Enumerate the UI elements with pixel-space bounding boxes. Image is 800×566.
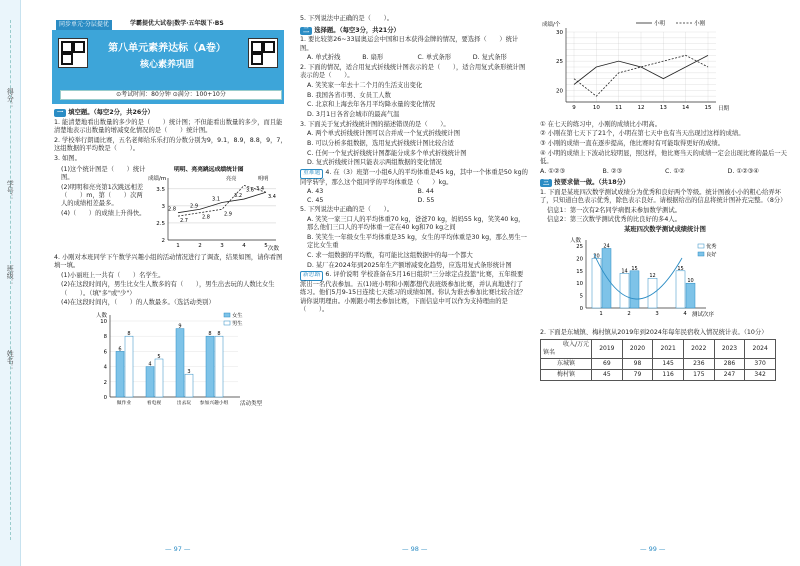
question: 3. 下面关于复式折线统计图的描述错误的是（ ）。	[300, 120, 450, 128]
page-number: — 97 —	[165, 545, 191, 553]
page-number: — 99 —	[640, 545, 666, 553]
statement: ① 在七天的练习中，小刚的成绩比小明高。	[540, 120, 661, 128]
question: 6. 评价说明 学校准备在5月16日组织"三分球定点投篮"比赛，五年级要派出一名代表参加。五(1)班小明和小刚都想代表班级参加比赛，并认真地进行了练习。他们5月9-15日连续七天练习的成绩如图。你认为谁去参加比赛比较合适？请你说明理由。小刚跟小明去参加比赛，下面信息中可以作为支持理由的是（ ）。	[300, 271, 527, 314]
x-axis-label: 测试次序	[692, 312, 715, 319]
row-label: 梅村镇	[541, 370, 592, 381]
column-header: 2022	[683, 340, 714, 359]
tick-label: 2	[161, 238, 165, 245]
sub-question: (1)小丽班上一共有（ ）名学生。	[61, 271, 165, 279]
option: B. 笑笑生一年级女生平均体重是35 kg，女生的平均体重是30 kg，那么男生一定比女生重	[307, 233, 527, 250]
data-label: 4	[148, 361, 152, 368]
y-axis-label: 人数	[96, 312, 108, 319]
bar-boys	[155, 359, 163, 397]
bar-girls	[146, 367, 154, 397]
tick-label: 2	[198, 243, 202, 250]
y-axis-label: 人数	[570, 238, 582, 245]
statement: ④ 小明的成绩上下波动比较明显，照这样，他比赛当天的成绩一定会出现比赛的最后一天低。	[540, 149, 787, 165]
bar-excellent	[676, 271, 685, 308]
tick-label: 3	[220, 243, 224, 250]
option: A. 单式折线	[307, 54, 341, 62]
section-number: 三	[540, 179, 552, 187]
legend-label: 小明	[654, 21, 666, 27]
y-axis-label: 成绩/个	[542, 22, 561, 28]
option: A. 两个单式折线统计图可以合并成一个复式折线统计图	[307, 130, 461, 138]
chart-title: 某班四次数学测试成绩统计图	[624, 225, 706, 233]
category-label: 参加兴趣小组	[199, 400, 229, 406]
unit-title: 第八单元素养达标（A卷）	[108, 43, 226, 54]
option: A. ①②③	[540, 167, 566, 175]
question: 1. 下面是某班四次数学测试成绩分为优秀和良好两个等级。统计图被小小的粗心给弄坏了，只知道白色表示优秀，除色表示良好。请根据给出的信息将统计图补充完整。（8分）	[540, 188, 787, 205]
option: A. 笑笑家一年去十二个月的生活支出变化	[307, 82, 423, 89]
data-label: 3.4	[268, 194, 276, 201]
data-label: 2.9	[224, 211, 232, 218]
bar-girls	[116, 351, 124, 397]
legend-swatch	[698, 244, 704, 248]
score-label: 得分：	[6, 88, 15, 109]
sub-question: (2)明明和亮亮第1次跳远相差（ ）m，第（ ）次两人的成绩相差最多。	[61, 183, 144, 208]
data-label: 24	[603, 243, 610, 250]
unit-subtitle: 核心素养巩固	[139, 60, 194, 70]
table-corner: 收入/万元 镇名	[541, 340, 592, 359]
tick-label: 25	[576, 244, 583, 251]
option: D. 某厂在2024年到2025年生产额增减变化趋势，应选用复式条形统计图	[307, 261, 512, 269]
tick-label: 10	[592, 105, 600, 111]
middle-column	[300, 14, 528, 316]
table-cell: 116	[653, 370, 684, 381]
question: 3. 如图。	[54, 154, 81, 162]
column-header: 2021	[653, 340, 684, 359]
data-label: 3.1	[212, 196, 220, 203]
tick-label: 20	[576, 256, 583, 263]
table-cell: 342	[745, 370, 776, 381]
category-label: 看电视	[146, 400, 162, 406]
bar-girls	[176, 329, 184, 397]
bar-good	[686, 284, 695, 309]
table-cell: 69	[592, 359, 623, 370]
question: 1. 能清楚地看出数量的多少的是（ ）统计图；不但能看出数量的多少，而且能清楚地表示出数量的增减变化情况的是（ ）统计图。	[54, 118, 283, 135]
right-column	[540, 16, 790, 381]
test-score-bar-chart	[568, 234, 738, 324]
bar-good	[602, 249, 611, 309]
data-label: 6	[118, 346, 122, 353]
table-cell: 286	[714, 359, 745, 370]
table-cell: 370	[745, 359, 776, 370]
exam-info: ⊙考试时间：80分钟 ⊙满分：100+10分	[60, 90, 282, 100]
tick-label: 0	[103, 394, 107, 401]
data-label: 2.7	[180, 218, 188, 225]
bar-boys	[185, 374, 193, 397]
section-title: 选择题。（每空3分，共21分）	[314, 26, 400, 34]
tick-label: 25	[556, 59, 563, 66]
option: A. 43	[307, 188, 324, 196]
x-axis-label: 日期	[718, 106, 730, 112]
qr-code-icon	[58, 38, 88, 68]
option: D. 55	[417, 196, 435, 204]
question: 1. 要比较第26~33届奥运会中国和日本获得金牌的情况，要选择（ ）统计图。	[300, 36, 519, 52]
statement: ② 小刚在第七天下了21个，小明在第七天中也有当天出现过这样的成绩。	[540, 130, 745, 138]
legend-label: 亮亮	[226, 176, 237, 183]
option: D. ①②③④	[727, 167, 759, 175]
bar-boys	[125, 336, 133, 397]
option: C. ①②	[665, 167, 685, 175]
binding-spine	[0, 0, 21, 566]
tick-label: 6	[103, 349, 107, 356]
options	[300, 54, 528, 62]
data-label: 2.8	[168, 207, 176, 214]
option: C. 北京和上海去年各月平均降水量的变化情况	[307, 101, 436, 109]
data-label: 3	[187, 369, 191, 376]
table-cell: 236	[683, 359, 714, 370]
sub-question: (4)（ ）的成绩上升得快。	[61, 210, 146, 218]
tick-label: 0	[579, 306, 583, 313]
long-jump-line-chart	[146, 164, 286, 252]
table-cell: 145	[653, 359, 684, 370]
tick-label: 30	[556, 30, 563, 36]
question: 5. 下列说法中正确的是（ ）。	[300, 15, 394, 23]
section-title: 填空题。（每空2分，共26分）	[68, 109, 154, 116]
row-label: 东城镇	[541, 359, 592, 370]
column-header: 2020	[622, 340, 653, 359]
section-title: 按要求做一做。（共18分）	[554, 179, 630, 186]
data-label: 15	[631, 266, 638, 273]
data-label: 2.9	[190, 203, 198, 210]
tick-label: 1	[176, 243, 180, 250]
option: B. 可以分析多组数据，选用复式折线统计图比较合适	[307, 139, 454, 147]
legend-swatch	[698, 252, 704, 256]
option: B. 扇形	[362, 54, 384, 62]
series-title: 学霸提优大试卷|数学·五年级下·BS	[130, 20, 224, 27]
option: B. ②③	[602, 167, 623, 175]
practice-line-chart	[540, 16, 740, 116]
data-label: 14	[621, 268, 628, 275]
activity-bar-chart	[94, 309, 264, 415]
tick-label: 4	[683, 311, 687, 318]
tick-label: 2	[627, 311, 631, 318]
data-label: 20	[593, 253, 600, 260]
bar-excellent	[620, 274, 629, 309]
sub-question: (4)在这段时间内，（ ）的人数最多。（选活动类别）	[61, 299, 215, 307]
data-label: 15	[677, 266, 684, 273]
class-label: 班级：	[6, 265, 15, 286]
tick-label: 5	[264, 243, 268, 250]
column-header: 2023	[714, 340, 745, 359]
table-cell: 79	[622, 370, 653, 381]
tick-label: 10	[576, 281, 583, 288]
table-cell: 45	[592, 370, 623, 381]
tick-label: 3.5	[156, 187, 165, 194]
question: 2. 学校举行朗诵比赛，五名老师给乐乐打的分数分别为9，9.1，8.9，8.8，9，7，这组数据的平均数是（ ）。	[54, 136, 287, 153]
tick-label: 1	[599, 311, 603, 318]
table-cell: 247	[714, 370, 745, 381]
x-axis-label: 活动类型	[240, 400, 263, 407]
legend-label: 男生	[232, 320, 243, 327]
info-line: 信息1：第一次有2名同学病假未参加数学测试。	[547, 206, 681, 214]
data-label: 12	[649, 273, 656, 280]
table-cell: 98	[622, 359, 653, 370]
legend-label: 优秀	[706, 244, 717, 251]
options	[300, 188, 528, 205]
tick-label: 4	[103, 364, 107, 371]
bar-boys	[215, 336, 223, 397]
option: D. 3月1日各省会城市的最高气温	[307, 110, 400, 118]
tick-label: 2.5	[156, 221, 165, 228]
question-tag: 新思路	[300, 271, 323, 281]
tick-label: 20	[556, 88, 563, 95]
tick-label: 9	[572, 105, 576, 111]
legend-label: 小刚	[694, 21, 706, 27]
page-number: — 98 —	[402, 545, 428, 553]
data-label: 8	[127, 331, 131, 338]
tick-label: 5	[579, 293, 583, 300]
table-row	[541, 370, 776, 381]
column-header: 2024	[745, 340, 776, 359]
legend-swatch	[224, 321, 230, 325]
data-label: 2.8	[202, 215, 210, 222]
category-label: 出去玩	[176, 400, 192, 406]
data-label: 8	[208, 331, 212, 338]
table-cell: 175	[683, 370, 714, 381]
legend-label: 女生	[232, 312, 243, 319]
income-table	[540, 339, 776, 381]
question: 4. 在（3）班第一小组6人的平均体重是45 kg，其中一个体重是50 kg的同学转学，那么这个组同学的平均体重是（ ）kg。	[300, 168, 528, 186]
series-badge: 同步单元·分层提优	[56, 20, 112, 30]
section-number: 一	[54, 109, 66, 117]
tick-label: 2	[103, 379, 107, 386]
data-label: 3.4	[256, 186, 264, 193]
category-label: 做作业	[116, 400, 132, 406]
statement: ③ 小刚的成绩一直在逐步提高，他比赛时有可能取得更好的成绩。	[540, 139, 724, 147]
option: B. 我国各省市男、女员工人数	[307, 91, 391, 99]
data-label: 8	[217, 331, 221, 338]
id-label: 学号：	[6, 180, 15, 201]
data-label: 10	[687, 278, 694, 285]
info-line: 信息2：第三次数学测试优秀的比良好的多4人。	[547, 216, 681, 224]
option: C. 单式条形	[417, 54, 452, 62]
qr-code-icon	[248, 38, 278, 68]
option: D. 复式折线统计图只能表示两组数据的变化情况	[307, 159, 442, 167]
option: C. 45	[307, 196, 324, 204]
option: B. 44	[417, 188, 434, 196]
column-header: 2019	[592, 340, 623, 359]
option: C. 求一组数据的平均数，有可能比这组数据中的每一个都大	[307, 251, 473, 259]
legend-label: 明明	[258, 176, 269, 183]
y-axis-label: 成绩/m	[148, 176, 167, 183]
sub-question: (2)在这段时间内，男生比女生人数多的有（ ），男生出去玩的人数比女生（ ）。（填"多"或"少"）	[61, 281, 275, 297]
data-label: 5	[157, 353, 161, 360]
question: 2. 下面的情况，适合用复式折线统计图表示的是（ ），适合用复式条形统计图表示的是（ ）。	[300, 63, 526, 80]
bar-excellent	[648, 279, 657, 309]
tick-label: 3	[161, 204, 165, 211]
bar-good	[630, 271, 639, 308]
legend-label: 良好	[706, 252, 717, 259]
table-row	[541, 359, 776, 370]
left-column	[54, 106, 288, 418]
tick-label: 14	[682, 105, 690, 111]
option: C. 任何一个复式折线统计图都能分成多个单式折线统计图	[307, 149, 467, 157]
tick-label: 12	[637, 105, 645, 111]
bar-girls	[206, 336, 214, 397]
tick-label: 4	[242, 243, 246, 250]
tick-label: 8	[103, 334, 107, 341]
chart-title: 明明、亮亮跳远成绩统计图	[174, 167, 244, 174]
data-label: 9	[178, 323, 182, 330]
question-tag: 重难题	[300, 169, 323, 179]
data-label: 3.6	[246, 187, 254, 194]
option: D. 复式条形	[472, 54, 507, 62]
x-axis-label: 次数	[268, 246, 280, 253]
tick-label: 10	[100, 318, 107, 325]
section-number: 二	[300, 27, 312, 35]
question: 4. 小刚对本班同学下午数学兴趣小组的活动情况进行了调查，结果如图，请你看图填一填。	[54, 253, 283, 269]
tick-label: 13	[659, 105, 667, 111]
options	[540, 168, 790, 176]
name-label: 姓名：	[6, 350, 15, 371]
question: 5. 下列说法中正确的是（ ）。	[300, 206, 394, 214]
tick-label: 3	[655, 311, 659, 318]
tick-label: 15	[576, 269, 583, 276]
option: A. 笑笑一家三口人的平均体重70 kg，爸爸70 kg，妈妈55 kg，笑笑40 kg，那么他们三口人的平均体重一定在40 kg和70 kg之间	[307, 215, 525, 232]
data-label: 3.2	[234, 193, 242, 200]
question: 2. 下面是东城镇、梅村镇从2019年到2024年每年民宿收入情况统计表。（10分）	[540, 329, 768, 336]
legend-swatch	[224, 313, 230, 317]
sub-question: (1)这个统计图是（ ）统计图。	[61, 165, 146, 181]
tick-label: 11	[615, 105, 623, 111]
tick-label: 15	[704, 105, 712, 111]
